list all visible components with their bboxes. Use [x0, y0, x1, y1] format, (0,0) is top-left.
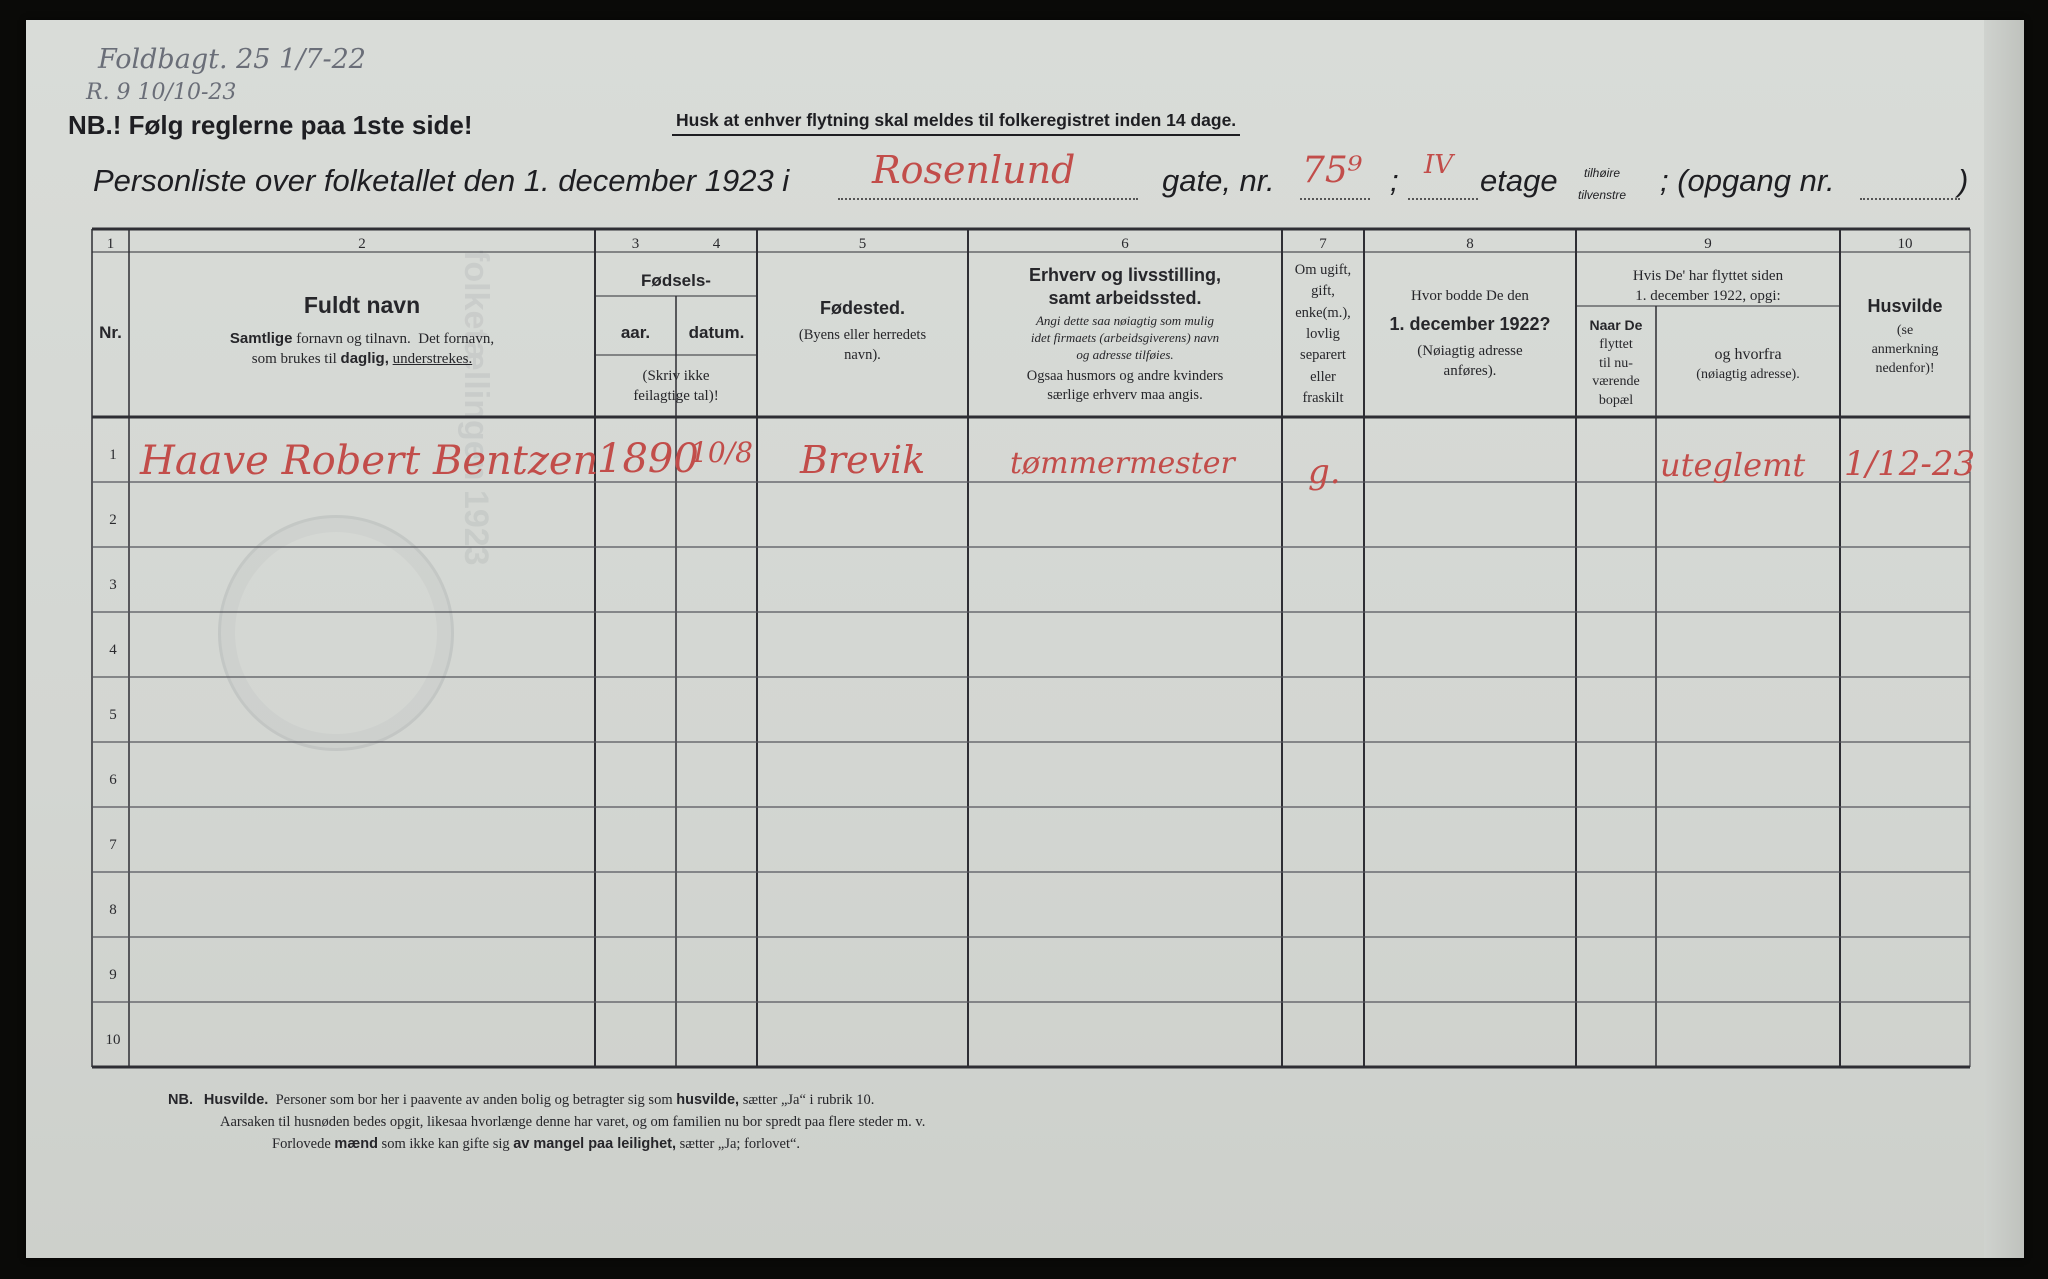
bleed-through-text: folketællingen 1923 — [457, 250, 495, 566]
opgang-label: ; (opgang nr. — [1660, 163, 1835, 198]
header-occupation: Erhverv og livsstilling, samt arbeidssted. Angi dette saa nøiagtig som mulig idet firmaets (arbeidsgiverens) navn og adresse tilføies. Ogsaa husmors og andre kvinders særlige erhverv maa angis. — [1026, 265, 1224, 403]
row-number: 10 — [105, 1032, 121, 1048]
footer-nb: NB. — [168, 1092, 193, 1108]
header-birthplace: Fødested. (Byens eller herredets navn). — [798, 298, 927, 363]
col-number-10: 10 — [1897, 236, 1913, 252]
row-number: 3 — [109, 577, 117, 593]
header-birth-note: (Skriv ikke feilagtige tal)! — [633, 368, 719, 405]
row-number: 1 — [109, 447, 117, 463]
row1-occupation: tømmermester — [1010, 446, 1235, 481]
header-civil-status: Om ugift, gift, enke(m.), lovlig separert eller fraskilt — [1294, 262, 1352, 406]
tilhoire-label: tilhøire — [1584, 166, 1621, 180]
form-title: Personliste over folketallet den 1. december 1923 i — [93, 163, 790, 198]
header-birth-title: Fødsels- — [641, 271, 711, 290]
row1-civil-status: g. — [1308, 452, 1341, 492]
row-number: 2 — [109, 512, 117, 528]
header-homeless: Husvilde (se anmerkning nedenfor)! — [1867, 296, 1943, 377]
col-number-7: 7 — [1319, 236, 1327, 252]
floor-number: IV — [1424, 150, 1454, 180]
header-name-sub2c: understrekes. — [392, 351, 473, 368]
header-birth-year: aar. — [620, 323, 651, 342]
header-name-sub2a: som brukes til — [251, 351, 337, 368]
header-moved-when: Naar De flyttet til nu- værende bopæl — [1589, 317, 1643, 408]
etage-label: etage — [1480, 163, 1558, 198]
row-number: 8 — [109, 902, 117, 918]
house-number: 75⁹ — [1302, 150, 1363, 191]
header-birth-date: datum. — [688, 323, 745, 342]
header-name-title: Fuldt navn — [303, 292, 421, 318]
row1-birth-date: 10/8 — [690, 436, 753, 469]
header-nr: Nr. — [99, 323, 122, 342]
nb-rule: NB.! Følg reglerne paa 1ste side! — [68, 110, 473, 140]
col-number-9: 9 — [1704, 236, 1712, 252]
notice-text: Husk at enhver flytning skal meldes til folkeregistret inden 14 dage. — [672, 110, 1240, 136]
semicolon: ; — [1390, 163, 1399, 198]
header-name: Fuldt navn Samtlige fornavn og tilnavn. Det fornavn, som brukes til daglig, understrekes. — [229, 292, 495, 368]
row1-birthplace: Brevik — [800, 438, 926, 482]
tilvenstre-label: tilvenstre — [1578, 188, 1627, 202]
street-name: Rosenlund — [872, 148, 1076, 192]
pencil-note-line2: R. 9 10/10-23 — [86, 80, 237, 105]
header-moved-from: og hvorfra (nøiagtig adresse). — [1696, 346, 1800, 382]
footer-husvilde: Husvilde. — [203, 1092, 269, 1108]
row1-name: Haave Robert Bentzen — [140, 438, 599, 484]
col-number-6: 6 — [1121, 236, 1129, 252]
row1-birth-year: 1890 — [597, 436, 699, 482]
row-number: 7 — [109, 837, 117, 853]
footer-line3: Forlovede mænd som ikke kan gifte sig av mangel paa leilighet, sætter „Ja; forlovet“. — [272, 1136, 801, 1152]
col-number-5: 5 — [858, 236, 867, 252]
row-number: 9 — [109, 967, 117, 983]
row1-moved-from: uteglemt — [1660, 446, 1806, 484]
col-number-4: 4 — [712, 236, 721, 252]
header-prev-address: Hvor bodde De den 1. december 1922? (Nøiagtig adresse anføres). — [1389, 288, 1551, 379]
header-name-sub2b: daglig, — [340, 350, 389, 368]
row1-homeless-date: 1/12-23 — [1844, 444, 1976, 484]
col-number-8: 8 — [1466, 236, 1474, 252]
footer-line1: NB. Husvilde. Personer som bor her i paavente av anden bolig og betragter sig som husvilde, sætter „Ja“ i rubrik 10. — [168, 1092, 875, 1108]
header-moved: Hvis De' har flyttet siden 1. december 1922, opgi: — [1632, 268, 1784, 305]
close-paren: ) — [1958, 163, 1969, 198]
row-number: 6 — [109, 772, 117, 788]
pencil-note-line1: Foldbagt. 25 1/7-22 — [98, 44, 366, 75]
row-number: 5 — [109, 707, 117, 723]
col-number-3: 3 — [631, 236, 640, 252]
col-number-2: 2 — [358, 236, 366, 252]
row-number: 4 — [109, 642, 117, 658]
footer-line2: Aarsaken til husnøden bedes opgit, likesaa hvorlænge denne har varet, og om familien nu bor spredt paa flere steder m. v. — [220, 1114, 926, 1130]
col-number-1: 1 — [106, 236, 115, 252]
gate-label: gate, nr. — [1162, 163, 1275, 198]
